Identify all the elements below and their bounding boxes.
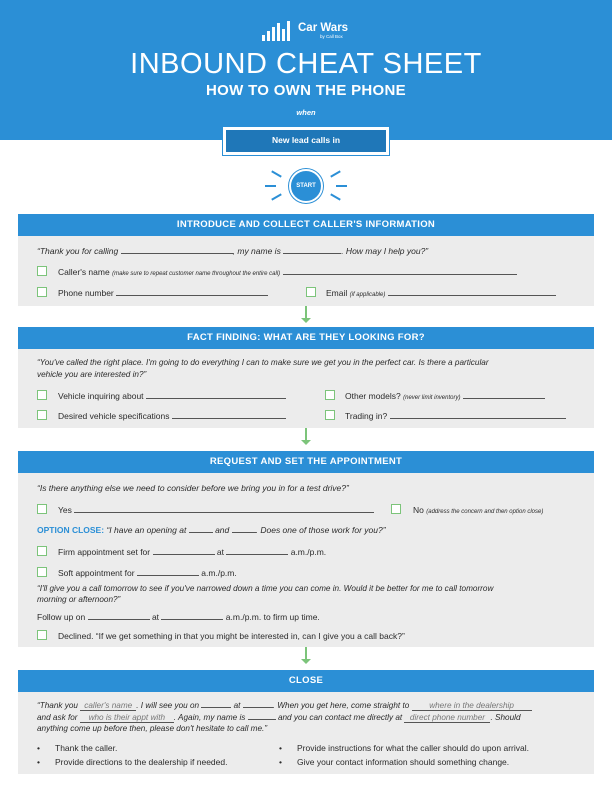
flow-arrow-icon (301, 659, 311, 664)
phone-number-row: Phone number (58, 288, 268, 298)
start-ray-icon (271, 170, 282, 177)
phone-number-checkbox[interactable] (37, 287, 47, 297)
flow-arrow-icon (301, 440, 311, 445)
trigger-box (222, 126, 390, 156)
when-label: when (296, 108, 316, 117)
start-ray-icon (265, 185, 276, 187)
page-subtitle: HOW TO OWN THE PHONE (206, 82, 406, 99)
start-ray-icon (271, 193, 282, 200)
firm-appointment-checkbox[interactable] (37, 546, 47, 556)
other-models-checkbox[interactable] (325, 390, 335, 400)
declined-row: Declined. “If we get something in that you might be interested in, can I give you a call back?” (58, 631, 405, 641)
header-banner (0, 0, 612, 140)
section-fact-finding (18, 327, 594, 428)
fact-finding-script-line2: vehicle you are interested in?” (37, 370, 147, 379)
car-wars-logo (262, 20, 348, 42)
firm-appointment-row: Firm appointment set for at a.m./p.m. (58, 547, 327, 557)
no-row: No (address the concern and then option close) (413, 505, 544, 515)
close-bullet: • Give your contact information should something change. (297, 757, 509, 767)
option-close-row: OPTION CLOSE: “I have an opening at and . Does one of those work for you?” (37, 525, 386, 535)
soft-appointment-checkbox[interactable] (37, 567, 47, 577)
field-callers-name: caller's name (80, 701, 136, 711)
flow-arrow-icon (301, 318, 311, 323)
yes-checkbox[interactable] (37, 504, 47, 514)
section-close (18, 670, 594, 774)
callback-script-line1: “I'll give you a call tomorrow to see if you've narrowed down a time you can come in. Would it be better for me to call tomorrow (37, 584, 494, 593)
email-row: Email (if applicable) (326, 288, 556, 298)
close-script-line1: “Thank you caller's name . I will see you on at . When you get here, come straight to where in the dealership (37, 700, 532, 711)
section-fact-finding-title: FACT FINDING: WHAT ARE THEY LOOKING FOR? (18, 327, 594, 349)
other-models-row: Other models? (never limit inventory) (345, 391, 545, 401)
no-checkbox[interactable] (391, 504, 401, 514)
vehicle-inquiring-checkbox[interactable] (37, 390, 47, 400)
bar-chart-icon (262, 21, 294, 41)
section-appointment-title: REQUEST AND SET THE APPOINTMENT (18, 451, 594, 473)
callers-name-row: Caller's name (make sure to repeat customer name throughout the entire call) (58, 267, 517, 277)
start-ray-icon (330, 193, 341, 200)
field-who: who is their appt with (80, 713, 174, 723)
start-ray-icon (330, 170, 341, 177)
section-appointment (18, 451, 594, 647)
yes-row: Yes (58, 505, 374, 515)
close-script-line3: anything come up before then, please don't hesitate to call me.” (37, 724, 268, 733)
fact-finding-script-line1: “You've called the right place. I'm going to do everything I can to make sure we get you in the perfect car. Is there a particular (37, 358, 489, 367)
vehicle-inquiring-row: Vehicle inquiring about (58, 391, 286, 401)
trading-in-checkbox[interactable] (325, 410, 335, 420)
callback-script-line2: morning or afternoon?” (37, 595, 121, 604)
page-title: INBOUND CHEAT SHEET (130, 48, 482, 80)
logo-name: Car Wars (298, 21, 349, 34)
introduce-script: “Thank you for calling , my name is . How may I help you?” (37, 246, 429, 256)
field-phone: direct phone number (404, 713, 490, 723)
trading-in-row: Trading in? (345, 411, 566, 421)
close-bullet: • Provide instructions for what the caller should do upon arrival. (297, 743, 529, 753)
declined-checkbox[interactable] (37, 630, 47, 640)
close-bullet: • Provide directions to the dealership if needed. (55, 757, 227, 767)
field-where: where in the dealership (412, 701, 532, 711)
section-introduce-title: INTRODUCE AND COLLECT CALLER'S INFORMATION (18, 214, 594, 236)
email-checkbox[interactable] (306, 287, 316, 297)
soft-appointment-row: Soft appointment for a.m./p.m. (58, 568, 237, 578)
close-script-line2: and ask for who is their appt with . Again, my name is and you can contact me directly at direct phone number . Should (37, 713, 521, 722)
section-close-title: CLOSE (18, 670, 594, 692)
start-ray-icon (336, 185, 347, 187)
vehicle-specs-row: Desired vehicle specifications (58, 411, 286, 421)
trigger-label: New lead calls in (226, 130, 386, 152)
callers-name-checkbox[interactable] (37, 266, 47, 276)
section-introduce (18, 214, 594, 306)
appointment-script: “Is there anything else we need to consider before we bring you in for a test drive?” (37, 483, 349, 493)
logo-sub: by Call Box (320, 34, 343, 39)
close-bullet: • Thank the caller. (55, 743, 117, 753)
follow-up-row: Follow up on at a.m./p.m. to firm up time. (37, 612, 320, 622)
start-label: START (289, 169, 323, 203)
start-badge (265, 165, 347, 201)
vehicle-specs-checkbox[interactable] (37, 410, 47, 420)
